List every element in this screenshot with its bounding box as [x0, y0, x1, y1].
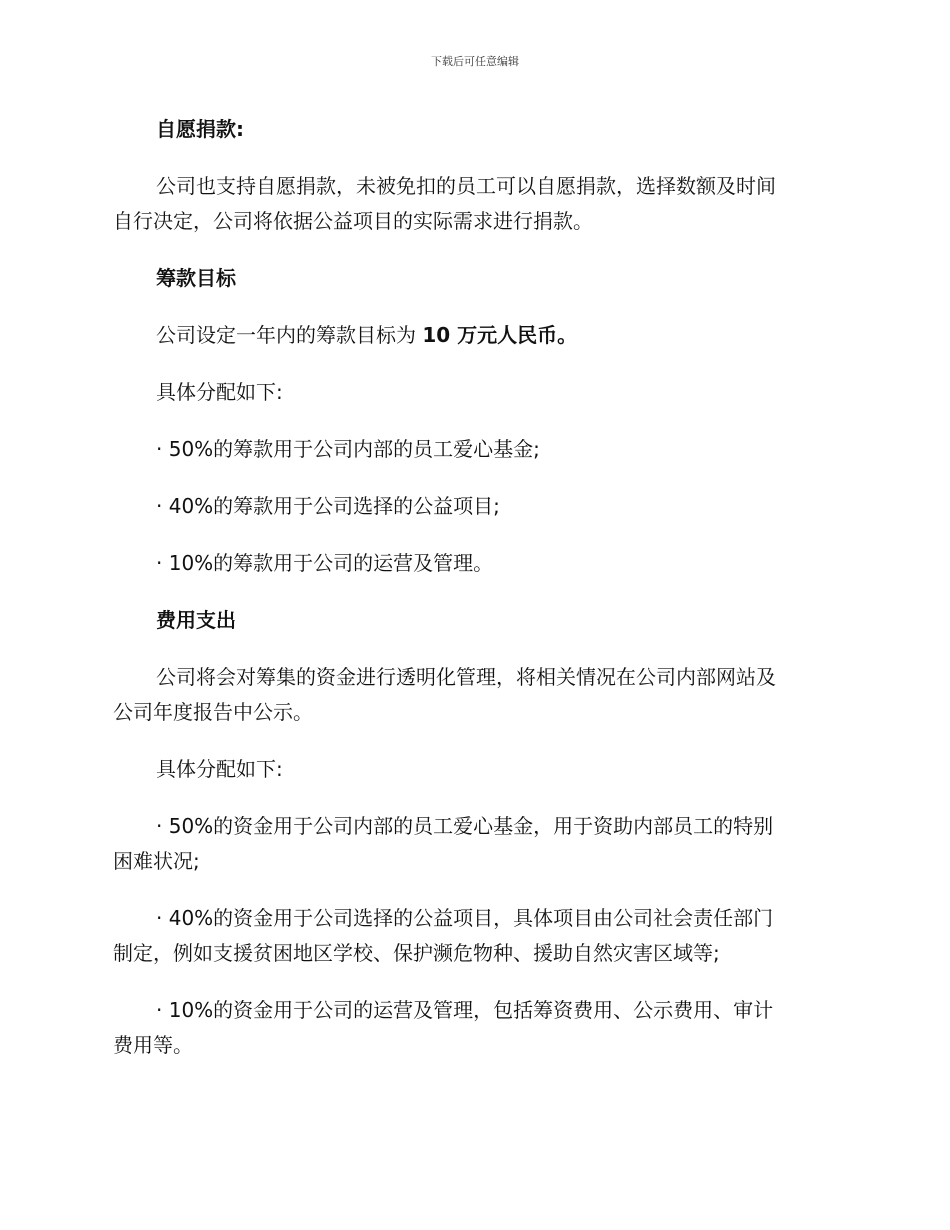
goal-allocation-intro: 具体分配如下: — [156, 380, 283, 404]
voluntary-donation-heading: 自愿捐款: — [156, 117, 244, 141]
fundraising-goal-heading: 筹款目标 — [156, 266, 236, 290]
expense-allocation-item — [113, 901, 833, 971]
goal-amount: 10 万元人民币。 — [422, 323, 578, 347]
expense-paragraph — [113, 660, 833, 730]
expense-heading: 费用支出 — [156, 608, 236, 632]
paragraph-line: 公司将会对筹集的资金进行透明化管理，将相关情况在公司内部网站及 — [156, 665, 776, 689]
document-body — [113, 112, 833, 1085]
paragraph-line: 费用等。 — [113, 1033, 193, 1057]
paragraph-line: · 10%的资金用于公司的运营及管理，包括筹资费用、公示费用、审计 — [156, 998, 774, 1022]
paragraph-line: 自行决定，公司将依据公益项目的实际需求进行捐款。 — [113, 209, 593, 233]
page-header: 下载后可任意编辑 — [431, 55, 519, 68]
expense-allocation-item — [113, 809, 833, 879]
goal-allocation-item: · 50%的筹款用于公司内部的员工爱心基金; — [156, 437, 540, 461]
voluntary-donation-paragraph — [113, 169, 833, 239]
goal-prefix: 公司设定一年内的筹款目标为 — [156, 323, 423, 347]
goal-allocation-item: · 10%的筹款用于公司的运营及管理。 — [156, 551, 494, 575]
paragraph-line: · 40%的资金用于公司选择的公益项目，具体项目由公司社会责任部门 — [156, 906, 774, 930]
paragraph-line: 制定，例如支援贫困地区学校、保护濒危物种、援助自然灾害区域等; — [113, 941, 720, 965]
fundraising-goal-paragraph — [113, 318, 833, 353]
goal-allocation-item: · 40%的筹款用于公司选择的公益项目; — [156, 494, 500, 518]
expense-allocation-item — [113, 993, 833, 1063]
paragraph-line: 公司年度报告中公示。 — [113, 700, 313, 724]
paragraph-line: 困难状况; — [113, 849, 200, 873]
expense-allocation-intro: 具体分配如下: — [156, 757, 283, 781]
paragraph-line: 公司也支持自愿捐款，未被免扣的员工可以自愿捐款，选择数额及时间 — [156, 174, 776, 198]
paragraph-line: · 50%的资金用于公司内部的员工爱心基金，用于资助内部员工的特别 — [156, 814, 774, 838]
